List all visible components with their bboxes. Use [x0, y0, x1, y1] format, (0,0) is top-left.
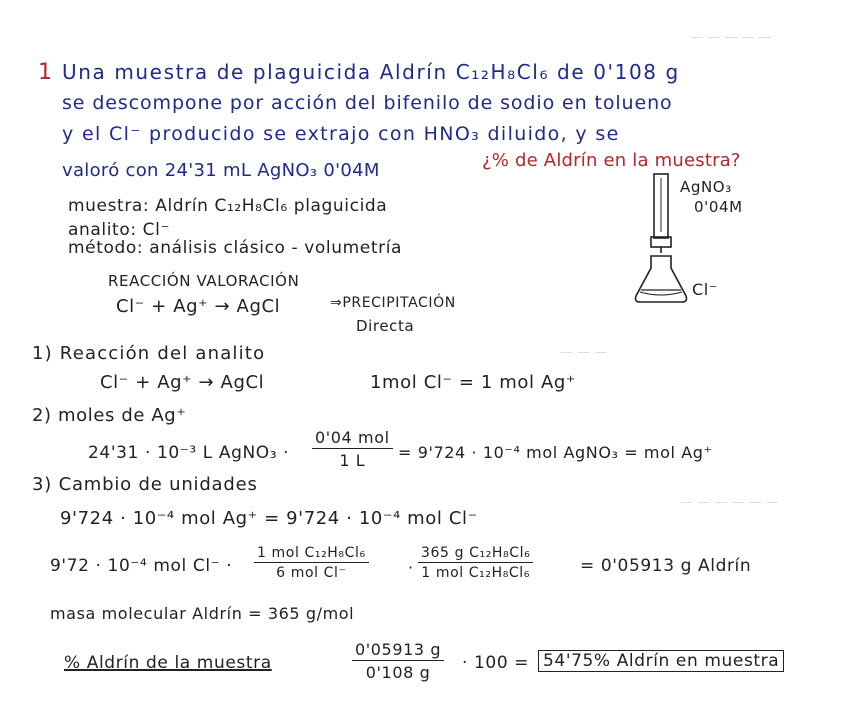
step2-fraction-numerator: 0'04 mol	[312, 428, 393, 449]
reaction-heading: REACCIÓN VALORACIÓN	[108, 272, 300, 290]
problem-line-1: Una muestra de plaguicida Aldrín C₁₂H₈Cl₆ de 0'108 g	[62, 60, 680, 84]
bleed-through-marks: — — — — —	[690, 30, 772, 45]
final-answer-box: 54'75% Aldrín en muestra	[538, 650, 784, 672]
burette-label-concentration: 0'04M	[694, 198, 743, 216]
bleed-through-marks: — — —	[560, 345, 608, 360]
problem-line-4: valoró con 24'31 mL AgNO₃ 0'04M	[62, 160, 380, 181]
step3-fraction-1-denominator: 6 mol Cl⁻	[276, 565, 347, 581]
step3-fraction-1	[254, 545, 369, 581]
problem-question: ¿% de Aldrín en la muestra?	[482, 150, 741, 171]
final-fraction-denominator: 0'108 g	[365, 663, 431, 682]
molar-mass-note: masa molecular Aldrín = 365 g/mol	[50, 604, 355, 623]
given-analito: analito: Cl⁻	[68, 220, 171, 240]
step3-fraction-2	[418, 545, 533, 581]
step3-title: 3) Cambio de unidades	[32, 474, 258, 495]
problem-line-3: y el Cl⁻ producido se extrajo con HNO₃ diluido, y se	[62, 123, 620, 145]
step3-conversion: 9'724 · 10⁻⁴ mol Ag⁺ = 9'724 · 10⁻⁴ mol Cl⁻	[60, 508, 478, 529]
step2-fraction	[312, 428, 393, 470]
given-metodo: método: análisis clásico - volumetría	[68, 238, 403, 258]
final-fraction	[352, 640, 444, 682]
problem-number: 1	[38, 60, 53, 85]
step3-fraction-1-numerator: 1 mol C₁₂H₈Cl₆	[254, 545, 369, 563]
step2-lead: 24'31 · 10⁻³ L AgNO₃ ·	[88, 443, 290, 463]
step3-fraction-2-denominator: 1 mol C₁₂H₈Cl₆	[421, 565, 531, 581]
step3-lead: 9'72 · 10⁻⁴ mol Cl⁻ ·	[50, 556, 233, 576]
flask-label: Cl⁻	[692, 280, 718, 299]
step3-fraction-2-numerator: 365 g C₁₂H₈Cl₆	[418, 545, 533, 563]
step3-result: = 0'05913 g Aldrín	[580, 556, 752, 576]
step1-title: 1) Reacción del analito	[32, 343, 266, 364]
reaction-equation: Cl⁻ + Ag⁺ → AgCl	[116, 296, 281, 317]
step1-equation: Cl⁻ + Ag⁺ → AgCl	[100, 372, 265, 393]
final-multiply: · 100 =	[462, 653, 530, 673]
given-muestra: muestra: Aldrín C₁₂H₈Cl₆ plaguicida	[68, 196, 388, 216]
bleed-through-marks: — — — — — —	[680, 495, 779, 510]
reaction-precipitation: ⇒PRECIPITACIÓN	[330, 295, 456, 311]
burette-label-reagent: AgNO₃	[680, 178, 732, 196]
step2-title: 2) moles de Ag⁺	[32, 405, 187, 426]
step2-fraction-denominator: 1 L	[339, 451, 366, 470]
step2-result: = 9'724 · 10⁻⁴ mol AgNO₃ = mol Ag⁺	[398, 443, 713, 462]
final-label: % Aldrín de la muestra	[64, 653, 272, 673]
step1-ratio: 1mol Cl⁻ = 1 mol Ag⁺	[370, 372, 577, 393]
problem-line-2: se descompone por acción del bifenilo de sodio en tolueno	[62, 92, 673, 114]
final-fraction-numerator: 0'05913 g	[352, 640, 444, 661]
reaction-directa: Directa	[356, 317, 415, 335]
step3-dot: ·	[408, 558, 414, 577]
